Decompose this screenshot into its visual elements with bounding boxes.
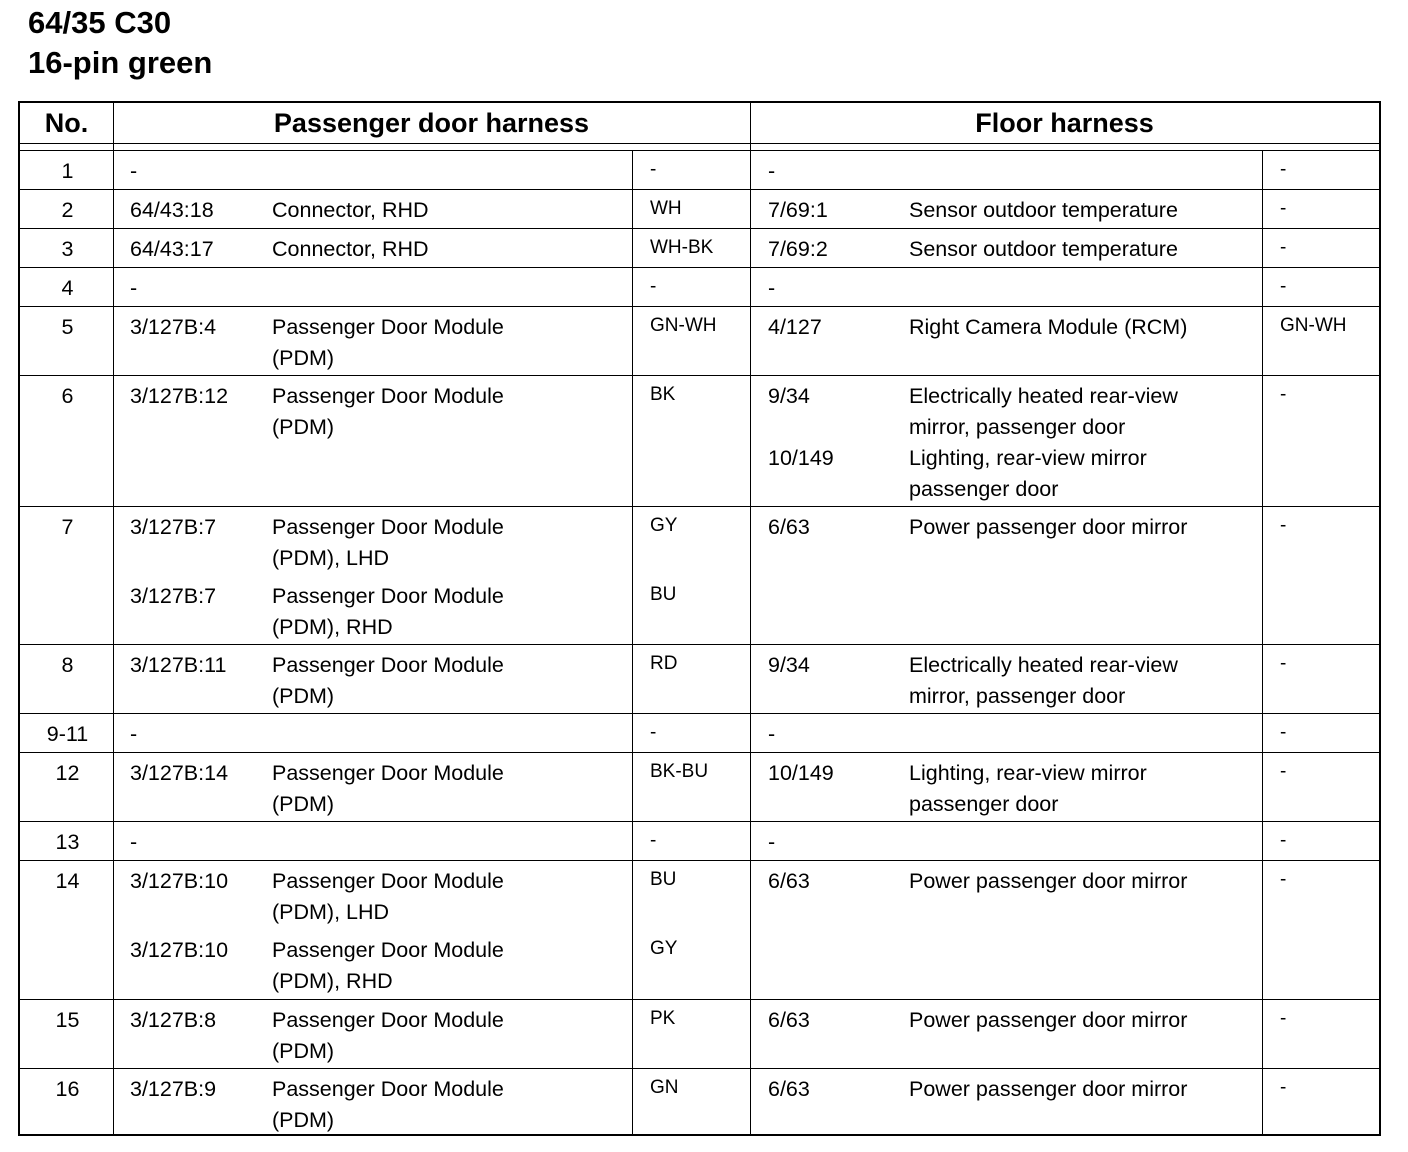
passenger-connector-code: 64/43:18 [130,198,214,222]
description-line: (PDM) [272,415,335,439]
floor-connector-code: 6/63 [768,515,810,539]
floor-wire-color: - [1280,515,1287,536]
description-line: Passenger Door Module [272,515,504,539]
passenger-wire-color: WH [650,198,682,219]
passenger-component-description [272,512,627,574]
row-divider [20,752,1379,753]
passenger-connector-code: 3/127B:8 [130,1008,217,1032]
description-line: Passenger Door Module [272,584,504,608]
description-line: passenger door [909,792,1059,816]
row-divider [20,506,1379,507]
floor-wire-color: - [1280,869,1287,890]
description-line: Lighting, rear-view mirror [909,446,1147,470]
description-line: Power passenger door mirror [909,1077,1188,1101]
description-line: Passenger Door Module [272,315,504,339]
passenger-connector-code: - [130,159,138,183]
pin-number: 3 [61,237,74,261]
table-row [20,719,1379,752]
row-divider [20,306,1379,307]
description-line: (PDM) [272,792,335,816]
passenger-component-description [272,195,627,226]
passenger-connector-code: 3/127B:7 [130,515,217,539]
table-row [20,312,1379,375]
description-line: Passenger Door Module [272,1008,504,1032]
description-line: Passenger Door Module [272,938,504,962]
row-divider [20,713,1379,714]
floor-connector-code: - [768,830,776,854]
pin-number: 5 [61,315,74,339]
description-line: (PDM), LHD [272,546,390,570]
floor-wire-color: - [1280,198,1287,219]
floor-connector-code: - [768,159,776,183]
passenger-component-description [272,312,627,374]
row-divider [20,267,1379,268]
passenger-wire-color: BU [650,584,677,605]
pin-number: 2 [61,198,74,222]
floor-wire-color: - [1280,276,1287,297]
header-floor-harness: Floor harness [975,108,1154,138]
description-line: mirror, passenger door [909,415,1126,439]
passenger-wire-color: GN [650,1077,679,1098]
passenger-connector-code: - [130,830,138,854]
floor-wire-color: - [1280,159,1287,180]
floor-connector-code: 6/63 [768,869,810,893]
table-row [20,650,1379,713]
floor-wire-color: - [1280,722,1287,743]
pin-number: 6 [61,384,74,408]
floor-connector-code: 6/63 [768,1077,810,1101]
floor-component-description [909,195,1269,226]
description-line: passenger door [909,477,1059,501]
row-divider [20,860,1379,861]
pin-number: 1 [61,159,74,183]
passenger-connector-code: 3/127B:7 [130,584,217,608]
passenger-component-description [272,381,627,443]
passenger-connector-code: 64/43:17 [130,237,214,261]
description-line: Lighting, rear-view mirror [909,761,1147,785]
floor-component-description [909,866,1269,897]
floor-wire-color: - [1280,830,1287,851]
passenger-component-description [272,1005,627,1067]
pin-number: 8 [61,653,74,677]
description-line: (PDM) [272,684,335,708]
description-line: (PDM), RHD [272,615,393,639]
description-line: Sensor outdoor temperature [909,198,1178,222]
description-line: Passenger Door Module [272,869,504,893]
floor-component-description [909,1005,1269,1036]
passenger-wire-color: RD [650,653,678,674]
connector-title: 64/35 C30 [28,5,172,40]
description-line: (PDM) [272,346,335,370]
pin-number: 14 [55,869,80,893]
pin-number: 15 [55,1008,80,1032]
passenger-connector-code: 3/127B:10 [130,869,229,893]
description-line: Passenger Door Module [272,384,504,408]
floor-component-description [909,758,1269,820]
description-line: Power passenger door mirror [909,869,1188,893]
description-line: Power passenger door mirror [909,1008,1188,1032]
description-line: Passenger Door Module [272,653,504,677]
passenger-connector-code: 3/127B:4 [130,315,217,339]
description-line: Connector, RHD [272,198,429,222]
table-row [20,273,1379,306]
floor-component-description [909,1074,1269,1105]
pin-number: 13 [55,830,80,854]
passenger-wire-color: - [650,722,657,743]
row-divider [20,375,1379,376]
floor-connector-code: - [768,276,776,300]
row-divider [20,999,1379,1000]
description-line: (PDM), RHD [272,969,393,993]
row-divider [20,189,1379,190]
floor-connector-code: 9/34 [768,384,810,408]
floor-wire-color: - [1280,1008,1287,1029]
description-line: Passenger Door Module [272,1077,504,1101]
floor-connector-code: 9/34 [768,653,810,677]
passenger-component-description [272,581,627,643]
table-row [20,234,1379,267]
passenger-wire-color: - [650,276,657,297]
passenger-connector-code: - [130,276,138,300]
passenger-connector-code: 3/127B:12 [130,384,229,408]
floor-component-description [909,512,1269,543]
passenger-connector-code: 3/127B:9 [130,1077,217,1101]
description-line: (PDM) [272,1039,335,1063]
floor-connector-code: - [768,722,776,746]
passenger-component-description [272,758,627,820]
table-row [20,827,1379,860]
description-line: (PDM), LHD [272,900,390,924]
floor-component-description [909,443,1269,505]
table-row [20,1074,1379,1136]
pin-number: 4 [61,276,74,300]
description-line: Power passenger door mirror [909,515,1188,539]
pin-number: 12 [55,761,80,785]
passenger-component-description [272,234,627,265]
description-line: mirror, passenger door [909,684,1126,708]
passenger-wire-color: GN-WH [650,315,717,336]
floor-component-description [909,234,1269,265]
pin-number: 9-11 [46,722,89,746]
passenger-wire-color: GY [650,938,678,959]
floor-component-description [909,381,1269,443]
description-line: Passenger Door Module [272,761,504,785]
passenger-component-description [272,935,627,997]
row-divider [20,644,1379,645]
passenger-connector-code: 3/127B:10 [130,938,229,962]
floor-wire-color: - [1280,653,1287,674]
table-row [20,156,1379,189]
description-line: Sensor outdoor temperature [909,237,1178,261]
description-line: Connector, RHD [272,237,429,261]
connector-subtitle: 16-pin green [28,45,213,80]
floor-connector-code: 4/127 [768,315,822,339]
description-line: Electrically heated rear-view [909,653,1178,677]
passenger-connector-code: 3/127B:14 [130,761,229,785]
header-rule [20,143,1379,144]
table-row [20,1005,1379,1068]
passenger-component-description [272,650,627,712]
floor-wire-color: - [1280,761,1287,782]
description-line: Right Camera Module (RCM) [909,315,1188,339]
row-divider [20,228,1379,229]
passenger-wire-color: WH-BK [650,237,714,258]
description-line: Electrically heated rear-view [909,384,1178,408]
table-row [20,195,1379,228]
table-row [20,512,1379,644]
table-row [20,866,1379,999]
passenger-component-description [272,1074,627,1136]
table-row [20,381,1379,506]
pin-number: 16 [55,1077,80,1101]
row-divider [20,1068,1379,1069]
floor-connector-code: 10/149 [768,446,834,470]
floor-wire-color: - [1280,1077,1287,1098]
passenger-wire-color: BK-BU [650,761,709,782]
passenger-wire-color: BK [650,384,676,405]
passenger-wire-color: BU [650,869,677,890]
floor-wire-color: - [1280,237,1287,258]
table-row [20,758,1379,821]
floor-connector-code: 10/149 [768,761,834,785]
header-passenger-door-harness: Passenger door harness [273,108,590,138]
floor-wire-color: GN-WH [1280,315,1347,336]
floor-wire-color: - [1280,384,1287,405]
passenger-wire-color: PK [650,1008,676,1029]
passenger-wire-color: - [650,159,657,180]
passenger-wire-color: GY [650,515,678,536]
description-line: (PDM) [272,1108,335,1132]
floor-connector-code: 7/69:1 [768,198,828,222]
pin-number: 7 [61,515,74,539]
header-rule [20,150,1379,151]
floor-connector-code: 7/69:2 [768,237,828,261]
row-divider [20,821,1379,822]
pinout-table [18,101,1381,1136]
passenger-wire-color: - [650,830,657,851]
passenger-component-description [272,866,627,928]
floor-component-description [909,312,1269,343]
passenger-connector-code: - [130,722,138,746]
passenger-connector-code: 3/127B:11 [130,653,227,677]
floor-connector-code: 6/63 [768,1008,810,1032]
header-no: No. [44,108,89,138]
floor-component-description [909,650,1269,712]
